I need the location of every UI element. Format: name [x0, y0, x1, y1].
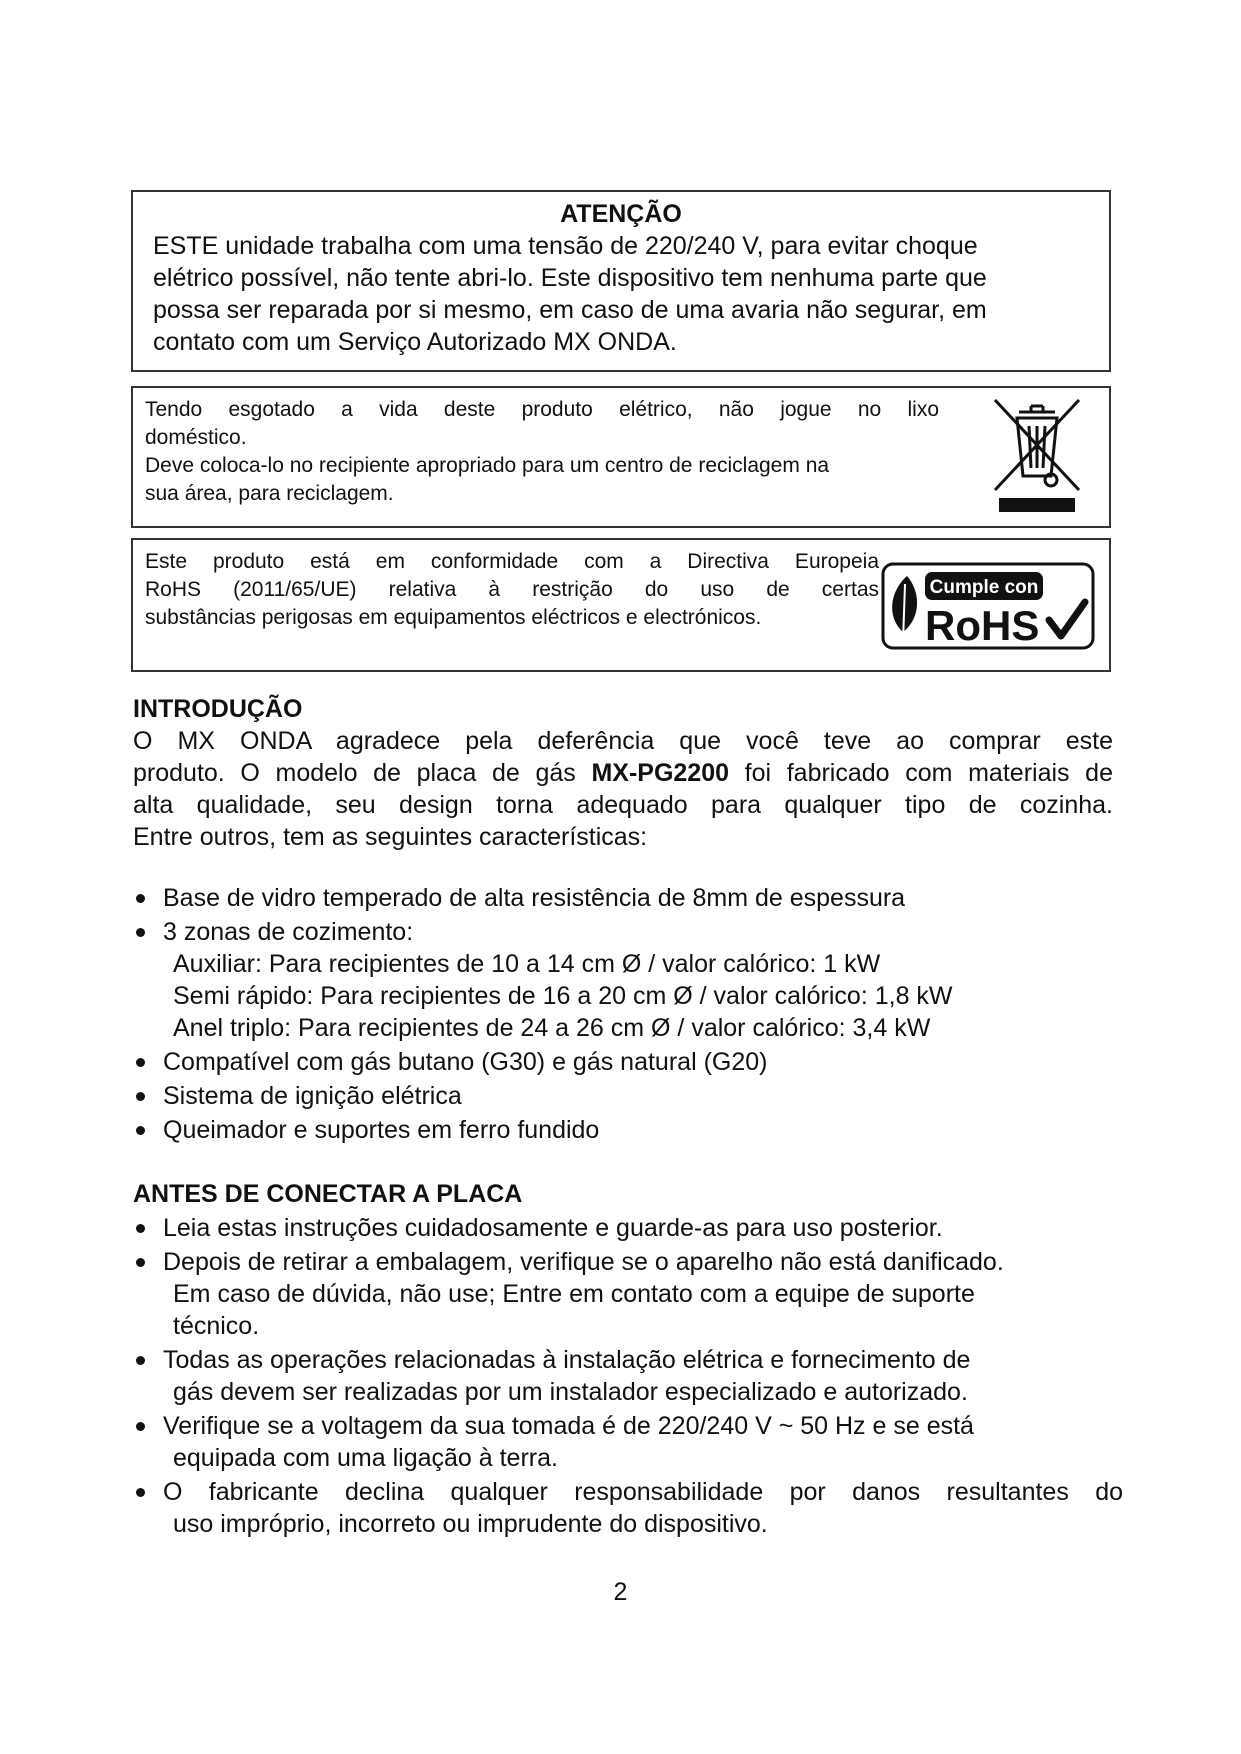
bullet-icon: [136, 1058, 145, 1067]
badge-top-text: Cumple con: [929, 577, 1039, 598]
page-number: 2: [613, 1578, 628, 1606]
bullet-icon: [136, 928, 145, 937]
crossed-out-wheelie-bin-icon: [989, 394, 1085, 514]
list-item-continuation: gás devem ser realizadas por um instalador especializado e autorizado.: [173, 1378, 968, 1406]
list-item-text: Depois de retirar a embalagem, verifique se o aparelho não está danificado.: [163, 1248, 1004, 1276]
intro-paragraph: [133, 725, 1113, 853]
list-item: [133, 1410, 1123, 1474]
list-item-continuation: Em caso de dúvida, não use; Entre em contato com a equipe de suporte: [173, 1280, 975, 1308]
sub-item: Semi rápido: Para recipientes de 16 a 20 cm Ø / valor calórico: 1,8 kW: [173, 982, 953, 1010]
intro-text: foi fabricado com materiais de: [729, 759, 1113, 787]
recycling-line: sua área, para reciclagem.: [145, 482, 394, 505]
attention-line: possa ser reparada por si mesmo, em caso de uma avaria não segurar, em: [153, 296, 987, 324]
bullet-icon: [136, 1126, 145, 1135]
list-item: [133, 916, 1123, 1044]
badge-main-text: RoHS: [925, 602, 1040, 649]
bullet-icon: [136, 1488, 145, 1497]
list-item-text: Leia estas instruções cuidadosamente e guarde-as para uso posterior.: [163, 1214, 943, 1242]
intro-line: [133, 757, 1113, 789]
recycling-line: Deve coloca-lo no recipiente apropriado para um centro de reciclagem na: [145, 454, 830, 477]
rohs-line: substâncias perigosas em equipamentos eléctricos e electrónicos.: [145, 606, 762, 629]
list-item: [133, 1246, 1123, 1342]
list-item-text: 3 zonas de cozimento:: [163, 918, 414, 946]
attention-line: contato com um Serviço Autorizado MX ONDA.: [153, 328, 677, 356]
list-item-text: Verifique se a voltagem da sua tomada é de 220/240 V ~ 50 Hz e se está: [163, 1412, 974, 1440]
list-item-continuation: técnico.: [173, 1312, 260, 1340]
attention-title: ATENÇÃO: [560, 200, 682, 228]
recycling-line: Tendo esgotado a vida deste produto elétrico, não jogue no lixo: [145, 398, 939, 421]
sub-item: Auxiliar: Para recipientes de 10 a 14 cm Ø / valor calórico: 1 kW: [173, 950, 881, 978]
list-item-text: Queimador e suportes em ferro fundido: [163, 1116, 600, 1144]
intro-heading: INTRODUÇÃO: [133, 695, 303, 723]
attention-line: ESTE unidade trabalha com uma tensão de 220/240 V, para evitar choque: [153, 232, 978, 260]
bullet-icon: [136, 894, 145, 903]
list-item-text: O fabricante declina qualquer responsabilidade por danos resultantes do: [163, 1478, 1123, 1506]
intro-line: alta qualidade, seu design torna adequado para qualquer tipo de cozinha.: [133, 791, 1113, 819]
bullet-icon: [136, 1356, 145, 1365]
list-item-text: Sistema de ignição elétrica: [163, 1082, 462, 1110]
before-heading: ANTES DE CONECTAR A PLACA: [133, 1180, 523, 1208]
list-item: [133, 1344, 1123, 1408]
list-item: [133, 1114, 1123, 1146]
list-item: [133, 1046, 1123, 1078]
list-item-text: Base de vidro temperado de alta resistência de 8mm de espessura: [163, 884, 906, 912]
intro-text: produto. O modelo de placa de gás: [133, 759, 592, 787]
before-list: [133, 1212, 1123, 1542]
rohs-badge: [881, 562, 1095, 650]
list-item: [133, 1080, 1123, 1112]
list-item-text: Compatível com gás butano (G30) e gás natural (G20): [163, 1048, 768, 1076]
rohs-box: [131, 538, 1111, 672]
bullet-icon: [136, 1422, 145, 1431]
rohs-line: Este produto está em conformidade com a Directiva Europeia: [145, 550, 879, 573]
list-item-text: Todas as operações relacionadas à instalação elétrica e fornecimento de: [163, 1346, 971, 1374]
list-item: [133, 882, 1123, 914]
features-list: [133, 882, 1123, 1148]
model-number: MX-PG2200: [591, 759, 730, 787]
attention-text: [153, 230, 1089, 358]
intro-line: Entre outros, tem as seguintes características:: [133, 823, 648, 851]
list-item-continuation: uso impróprio, incorreto ou imprudente do dispositivo.: [173, 1510, 768, 1538]
bullet-icon: [136, 1224, 145, 1233]
recycling-line: doméstico.: [145, 426, 247, 449]
sub-item: Anel triplo: Para recipientes de 24 a 26 cm Ø / valor calórico: 3,4 kW: [173, 1014, 931, 1042]
attention-line: elétrico possível, não tente abri-lo. Este dispositivo tem nenhuma parte que: [153, 264, 987, 292]
bullet-icon: [136, 1258, 145, 1267]
list-item: [133, 1476, 1123, 1540]
bullet-icon: [136, 1092, 145, 1101]
list-item: [133, 1212, 1123, 1244]
rohs-line: RoHS (2011/65/UE) relativa à restrição do uso de certas: [145, 578, 879, 601]
list-item-continuation: equipada com uma ligação à terra.: [173, 1444, 558, 1472]
recycling-box: [131, 386, 1111, 528]
intro-line: O MX ONDA agradece pela deferência que você teve ao comprar este: [133, 727, 1113, 755]
attention-box: [131, 190, 1111, 372]
